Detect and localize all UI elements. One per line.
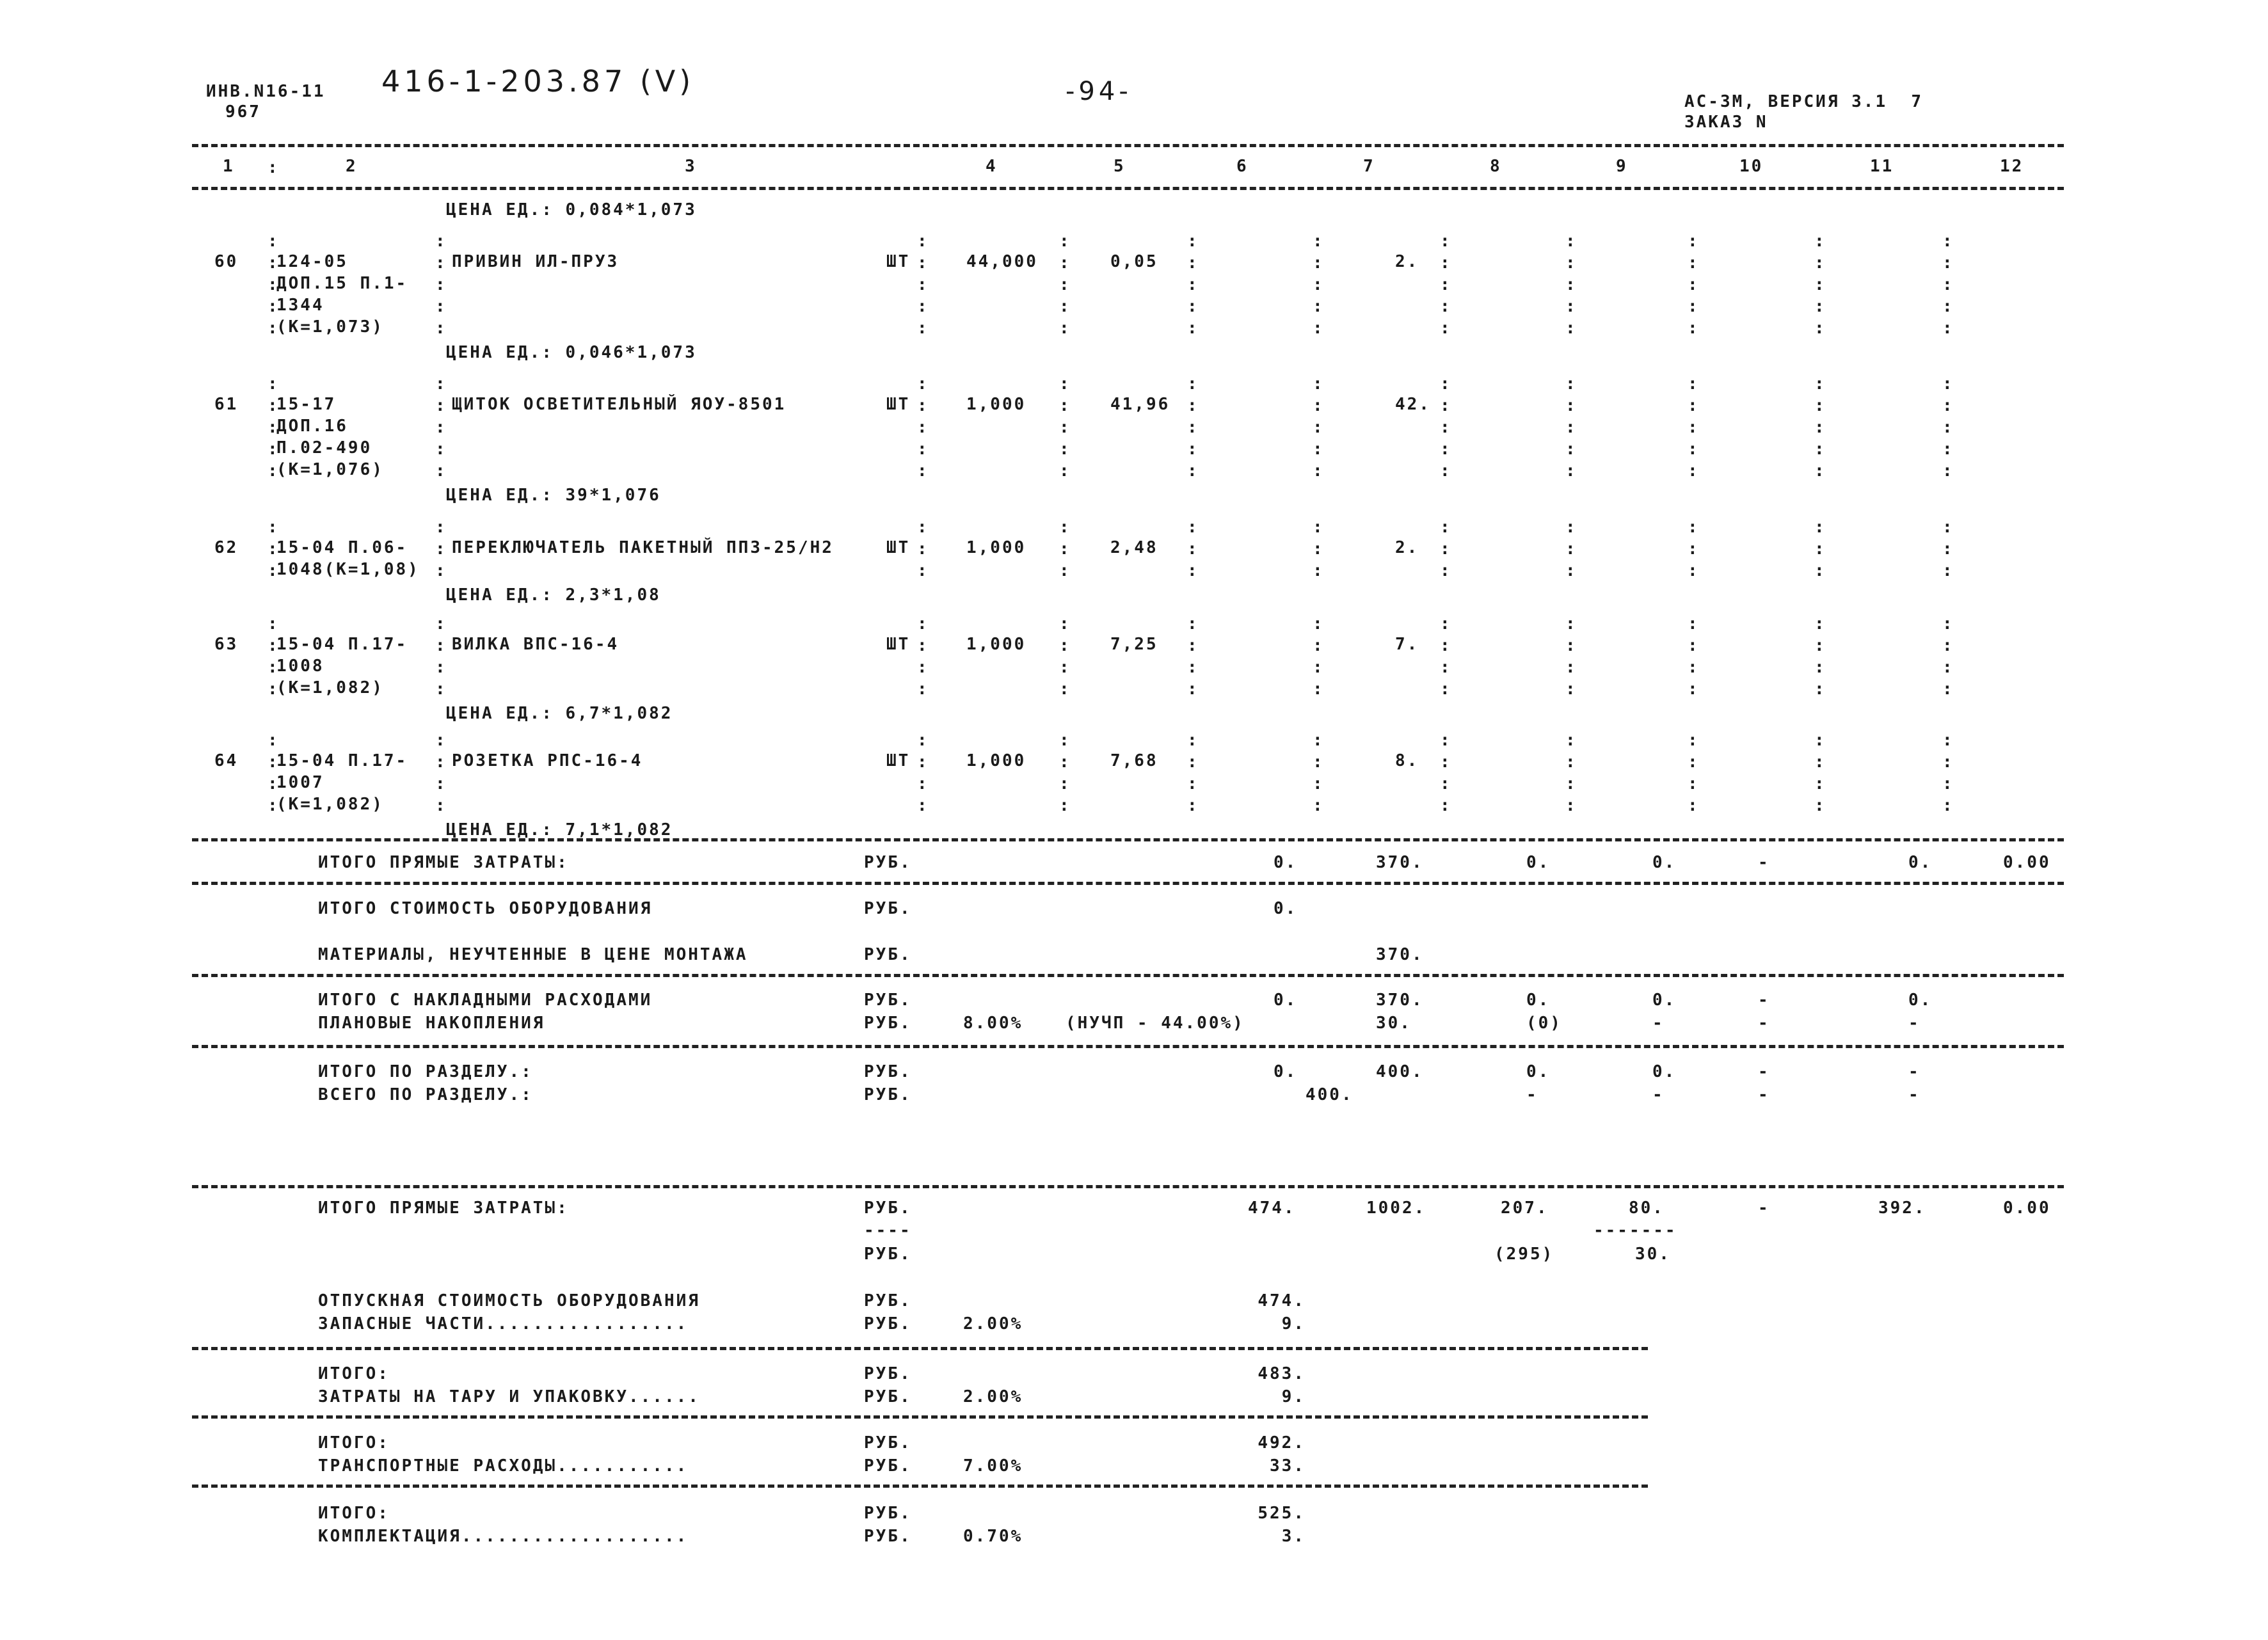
- section-rule-2: [192, 882, 2064, 885]
- summary-rule: [192, 1347, 1648, 1350]
- item-unit-price: ЦЕНА ЕД.: 0,046*1,073: [446, 343, 697, 362]
- section-overhead-c11: 0.: [1908, 991, 1933, 1010]
- summary-rule: [192, 1415, 1648, 1419]
- section-planned-c8: (0): [1526, 1014, 1562, 1033]
- column-separator: : : : :: [1565, 614, 1577, 699]
- section-planned-c7: 30.: [1376, 1014, 1412, 1033]
- column-separator: : : : :: [917, 614, 929, 699]
- program-version: АС-3М, ВЕРСИЯ 3.1 7: [1684, 92, 1924, 111]
- summary-unit: РУБ.: [864, 1291, 912, 1310]
- column-separator: : : :: [1565, 518, 1577, 580]
- section-materials-unit: РУБ.: [864, 945, 912, 964]
- item-name: ПРИВИН ИЛ-ПРУЗ: [452, 252, 619, 271]
- summary-rate: 0.70%: [963, 1527, 1023, 1546]
- item-code-line: (К=1,082): [276, 678, 384, 697]
- column-separator: : : : : :: [1565, 232, 1577, 338]
- section-planned-unit: РУБ.: [864, 1014, 912, 1033]
- section-direct_costs-c11: 0.: [1908, 853, 1933, 872]
- column-separator: : : : :: [1814, 614, 1826, 699]
- section-planned-c10: -: [1758, 1014, 1770, 1033]
- column-separator: : : : : :: [1313, 232, 1325, 338]
- section-subtotal-c8: 0.: [1526, 1062, 1551, 1081]
- order-number: ЗАКАЗ N: [1684, 113, 1768, 132]
- grand-direct-costs-label: ИТОГО ПРЯМЫЕ ЗАТРАТЫ:: [318, 1198, 569, 1218]
- column-separator: : : : :: [1565, 731, 1577, 815]
- item-unit-price: ЦЕНА ЕД.: 6,7*1,082: [446, 704, 673, 723]
- summary-rule: [192, 1485, 1648, 1488]
- column-separator: : : : :: [1313, 614, 1325, 699]
- column-separator: : : : :: [1187, 731, 1199, 815]
- section-rule-4: [192, 1045, 2064, 1048]
- column-separator: : : : : :: [1942, 374, 1954, 481]
- grand-second-row-unit: РУБ.: [864, 1245, 912, 1264]
- grand-second-row-column-8: (295): [1494, 1245, 1554, 1264]
- item-name: ПЕРЕКЛЮЧАТЕЛЬ ПАКЕТНЫЙ ПП3-25/Н2: [452, 538, 834, 557]
- column-separator: : : : :: [1688, 731, 1700, 815]
- summary-unit: РУБ.: [864, 1314, 912, 1333]
- column-separator: : : :: [1313, 518, 1325, 580]
- header-rule-bottom: [192, 187, 2064, 190]
- section-rule-1: [192, 838, 2064, 841]
- column-separator: : : : : :: [1440, 374, 1452, 481]
- column-separator: : : : :: [1942, 614, 1954, 699]
- item-unit: ШТ: [886, 395, 911, 414]
- item-column-7: 42.: [1395, 395, 1431, 414]
- item-name: РОЗЕТКА РПС-16-4: [452, 751, 643, 770]
- section-planned-c11: -: [1908, 1014, 1921, 1033]
- item-number: 64: [214, 751, 239, 770]
- section-equipment-c6: 0.: [1274, 899, 1298, 918]
- summary-label: ИТОГО:: [318, 1364, 390, 1383]
- column-separator: : : : :: [1814, 731, 1826, 815]
- grand-direct-costs-c7: 1002.: [1366, 1198, 1426, 1218]
- column-separator: : : : :: [1440, 731, 1452, 815]
- summary-value: 492.: [1258, 1433, 1306, 1453]
- column-header-3: 3: [685, 157, 697, 176]
- summary-label: ЗАПАСНЫЕ ЧАСТИ.................: [318, 1314, 689, 1333]
- item-unit-price: ЦЕНА ЕД.: 39*1,076: [446, 486, 661, 505]
- summary-label: ИТОГО:: [318, 1433, 390, 1453]
- inventory-code: 967: [225, 102, 261, 122]
- grand-direct-costs-c6: 474.: [1248, 1198, 1296, 1218]
- item-code-line: ДОП.16: [276, 417, 348, 436]
- item-price: 2,48: [1110, 538, 1158, 557]
- page-number: -94-: [1066, 77, 1132, 106]
- column-separator: : : : :: [435, 731, 447, 815]
- section-total-label: ВСЕГО ПО РАЗДЕЛУ.:: [318, 1085, 533, 1104]
- section-total-unit: РУБ.: [864, 1085, 912, 1104]
- column-separator: : : : :: [1059, 731, 1071, 815]
- column-separator: : : : : :: [268, 232, 280, 338]
- column-header-8: 8: [1490, 157, 1502, 176]
- item-code-line: 1344: [276, 296, 324, 315]
- column-header-12: 12: [2000, 157, 2024, 176]
- section-rule-3: [192, 974, 2064, 977]
- item-code-line: 15-17: [276, 395, 337, 414]
- column-header-1: 1: [223, 157, 235, 176]
- grand-column-9-dashes: -------: [1593, 1221, 1677, 1240]
- summary-value: 525.: [1258, 1504, 1306, 1523]
- previous-unit-price: ЦЕНА ЕД.: 0,084*1,073: [446, 200, 697, 219]
- column-separator: : : : :: [917, 731, 929, 815]
- column-separator: : : :: [1440, 518, 1452, 580]
- section-subtotal-c10: -: [1758, 1062, 1770, 1081]
- summary-label: ИТОГО:: [318, 1504, 390, 1523]
- handwritten-reference: 416-1-203.87 (V): [381, 64, 695, 99]
- summary-rate: 2.00%: [963, 1387, 1023, 1406]
- column-separator: : : : : :: [435, 374, 447, 481]
- item-code-line: (К=1,076): [276, 460, 384, 479]
- summary-value: 3.: [1281, 1527, 1306, 1546]
- column-separator: : : : : :: [268, 374, 280, 481]
- column-separator: : : : : :: [1942, 232, 1954, 338]
- column-header-7: 7: [1363, 157, 1375, 176]
- item-column-7: 7.: [1395, 635, 1419, 654]
- column-header-5: 5: [1114, 157, 1126, 176]
- column-separator: : : :: [1688, 518, 1700, 580]
- section-direct_costs-c12: 0.00: [2003, 853, 2051, 872]
- column-separator: : : : : :: [435, 232, 447, 338]
- item-code-line: П.02-490: [276, 438, 372, 458]
- item-quantity: 1,000: [966, 538, 1026, 557]
- section-planned-label: ПЛАНОВЫЕ НАКОПЛЕНИЯ: [318, 1014, 545, 1033]
- column-header-2: 2: [346, 157, 358, 176]
- column-separator: : : : :: [435, 614, 447, 699]
- inventory-number: ИНВ.N16-11: [206, 82, 326, 101]
- section-overhead-c7: 370.: [1376, 991, 1424, 1010]
- column-separator: : : : :: [1942, 731, 1954, 815]
- section-total-value: 400.: [1306, 1085, 1354, 1104]
- summary-label: ТРАНСПОРТНЫЕ РАСХОДЫ...........: [318, 1456, 689, 1476]
- item-code-line: 15-04 П.17-: [276, 635, 408, 654]
- section-total-c9: -: [1652, 1085, 1665, 1104]
- column-header-9: 9: [1616, 157, 1628, 176]
- summary-unit: РУБ.: [864, 1504, 912, 1523]
- summary-value: 9.: [1281, 1387, 1306, 1406]
- section-total-c8: -: [1526, 1085, 1538, 1104]
- column-separator: : : : : :: [1814, 374, 1826, 481]
- column-separator: : : : :: [1187, 614, 1199, 699]
- column-separator: : : : : :: [1440, 232, 1452, 338]
- summary-unit: РУБ.: [864, 1364, 912, 1383]
- column-header-11: 11: [1870, 157, 1894, 176]
- item-number: 62: [214, 538, 239, 557]
- summary-label: ОТПУСКНАЯ СТОИМОСТЬ ОБОРУДОВАНИЯ: [318, 1291, 700, 1310]
- section-planned-c9: -: [1652, 1014, 1665, 1033]
- section-direct_costs-c6: 0.: [1274, 853, 1298, 872]
- column-separator: : : : :: [1059, 614, 1071, 699]
- summary-value: 474.: [1258, 1291, 1306, 1310]
- column-separator: : : : : :: [1187, 374, 1199, 481]
- section-planned-rate: 8.00%: [963, 1014, 1023, 1033]
- section-overhead-unit: РУБ.: [864, 991, 912, 1010]
- item-code-line: 15-04 П.17-: [276, 751, 408, 770]
- column-separator: : : :: [1814, 518, 1826, 580]
- item-name: ЩИТОК ОСВЕТИТЕЛЬНЫЙ ЯОУ-8501: [452, 395, 787, 414]
- column-header-4: 4: [986, 157, 998, 176]
- section-materials-c7: 370.: [1376, 945, 1424, 964]
- column-separator: : : : : :: [1059, 232, 1071, 338]
- item-price: 7,25: [1110, 635, 1158, 654]
- column-separator: : : :: [1187, 518, 1199, 580]
- item-number: 60: [214, 252, 239, 271]
- item-price: 7,68: [1110, 751, 1158, 770]
- item-unit: ШТ: [886, 635, 911, 654]
- grand-direct-costs-unit: РУБ.: [864, 1198, 912, 1218]
- section-direct_costs-c10: -: [1758, 853, 1770, 872]
- section-overhead-c6: 0.: [1274, 991, 1298, 1010]
- section-direct_costs-c7: 370.: [1376, 853, 1424, 872]
- column-separator: : : : : :: [1059, 374, 1071, 481]
- column-separator: : : :: [268, 518, 280, 580]
- column-header-6: 6: [1236, 157, 1249, 176]
- item-column-7: 2.: [1395, 252, 1419, 271]
- column-separator: : : : :: [1688, 614, 1700, 699]
- section-direct_costs-c8: 0.: [1526, 853, 1551, 872]
- column-separator: : : : : :: [1313, 374, 1325, 481]
- item-number: 63: [214, 635, 239, 654]
- summary-label: КОМПЛЕКТАЦИЯ...................: [318, 1527, 689, 1546]
- item-code-line: 15-04 П.06-: [276, 538, 408, 557]
- column-separator: : : : : :: [1688, 374, 1700, 481]
- item-unit-price: ЦЕНА ЕД.: 7,1*1,082: [446, 820, 673, 840]
- grand-rule-1: [192, 1185, 2064, 1188]
- summary-value: 33.: [1270, 1456, 1306, 1476]
- item-unit: ШТ: [886, 751, 911, 770]
- column-separator: : : :: [435, 518, 447, 580]
- item-unit: ШТ: [886, 538, 911, 557]
- item-unit: ШТ: [886, 252, 911, 271]
- section-subtotal-label: ИТОГО ПО РАЗДЕЛУ.:: [318, 1062, 533, 1081]
- item-code-line: (К=1,082): [276, 795, 384, 814]
- column-separator: : : : : :: [1814, 232, 1826, 338]
- grand-unit-dashes: ----: [864, 1221, 912, 1240]
- grand-direct-costs-c8: 207.: [1501, 1198, 1549, 1218]
- item-code-line: ДОП.15 П.1-: [276, 274, 408, 293]
- section-direct_costs-c9: 0.: [1652, 853, 1677, 872]
- column-separator: : : : : :: [1565, 374, 1577, 481]
- summary-value: 483.: [1258, 1364, 1306, 1383]
- column-separator: : : : : :: [917, 374, 929, 481]
- column-separator: : : : :: [1440, 614, 1452, 699]
- section-direct_costs-label: ИТОГО ПРЯМЫЕ ЗАТРАТЫ:: [318, 853, 569, 872]
- column-separator: : : : :: [268, 731, 280, 815]
- section-subtotal-unit: РУБ.: [864, 1062, 912, 1081]
- header-rule-top: [192, 144, 2064, 147]
- column-separator: : : : : :: [1688, 232, 1700, 338]
- grand-direct-costs-c10: -: [1758, 1198, 1770, 1218]
- column-separator: : : : :: [268, 614, 280, 699]
- section-overhead-c10: -: [1758, 991, 1770, 1010]
- column-header-10: 10: [1739, 157, 1764, 176]
- summary-unit: РУБ.: [864, 1527, 912, 1546]
- item-column-7: 8.: [1395, 751, 1419, 770]
- section-overhead-c8: 0.: [1526, 991, 1551, 1010]
- column-separator: : : :: [1942, 518, 1954, 580]
- item-code-line: 1048(К=1,08): [276, 560, 420, 579]
- section-equipment-label: ИТОГО СТОИМОСТЬ ОБОРУДОВАНИЯ: [318, 899, 653, 918]
- section-subtotal-c7: 400.: [1376, 1062, 1424, 1081]
- section-equipment-unit: РУБ.: [864, 899, 912, 918]
- item-price: 0,05: [1110, 252, 1158, 271]
- summary-unit: РУБ.: [864, 1433, 912, 1453]
- section-subtotal-c6: 0.: [1274, 1062, 1298, 1081]
- item-name: ВИЛКА ВПС-16-4: [452, 635, 619, 654]
- summary-rate: 2.00%: [963, 1314, 1023, 1333]
- grand-direct-costs-c9: 80.: [1629, 1198, 1665, 1218]
- item-quantity: 1,000: [966, 635, 1026, 654]
- section-overhead-c9: 0.: [1652, 991, 1677, 1010]
- section-total-c11: -: [1908, 1085, 1921, 1104]
- item-code-line: 124-05: [276, 252, 348, 271]
- item-code-line: (К=1,073): [276, 317, 384, 337]
- summary-unit: РУБ.: [864, 1387, 912, 1406]
- section-subtotal-c9: 0.: [1652, 1062, 1677, 1081]
- section-subtotal-c11: -: [1908, 1062, 1921, 1081]
- column-separator: :: [268, 158, 280, 177]
- summary-value: 9.: [1281, 1314, 1306, 1333]
- summary-label: ЗАТРАТЫ НА ТАРУ И УПАКОВКУ......: [318, 1387, 700, 1406]
- item-price: 41,96: [1110, 395, 1170, 414]
- summary-rate: 7.00%: [963, 1456, 1023, 1476]
- item-quantity: 1,000: [966, 395, 1026, 414]
- grand-second-row-column-9: 30.: [1635, 1245, 1671, 1264]
- item-code-line: 1007: [276, 773, 324, 792]
- section-direct_costs-unit: РУБ.: [864, 853, 912, 872]
- column-separator: : : :: [917, 518, 929, 580]
- item-number: 61: [214, 395, 239, 414]
- column-separator: : : : : :: [917, 232, 929, 338]
- grand-direct-costs-c12: 0.00: [2003, 1198, 2051, 1218]
- grand-direct-costs-c11: 392.: [1878, 1198, 1926, 1218]
- column-separator: : : : :: [1313, 731, 1325, 815]
- item-code-line: 1008: [276, 657, 324, 676]
- section-total-c10: -: [1758, 1085, 1770, 1104]
- item-unit-price: ЦЕНА ЕД.: 2,3*1,08: [446, 585, 661, 605]
- item-quantity: 1,000: [966, 751, 1026, 770]
- section-overhead-label: ИТОГО С НАКЛАДНЫМИ РАСХОДАМИ: [318, 991, 653, 1010]
- section-materials-label: МАТЕРИАЛЫ, НЕУЧТЕННЫЕ В ЦЕНЕ МОНТАЖА: [318, 945, 748, 964]
- item-column-7: 2.: [1395, 538, 1419, 557]
- column-separator: : : :: [1059, 518, 1071, 580]
- summary-unit: РУБ.: [864, 1456, 912, 1476]
- section-planned-note: (НУЧП - 44.00%): [1066, 1014, 1245, 1033]
- item-quantity: 44,000: [966, 252, 1038, 271]
- column-separator: : : : : :: [1187, 232, 1199, 338]
